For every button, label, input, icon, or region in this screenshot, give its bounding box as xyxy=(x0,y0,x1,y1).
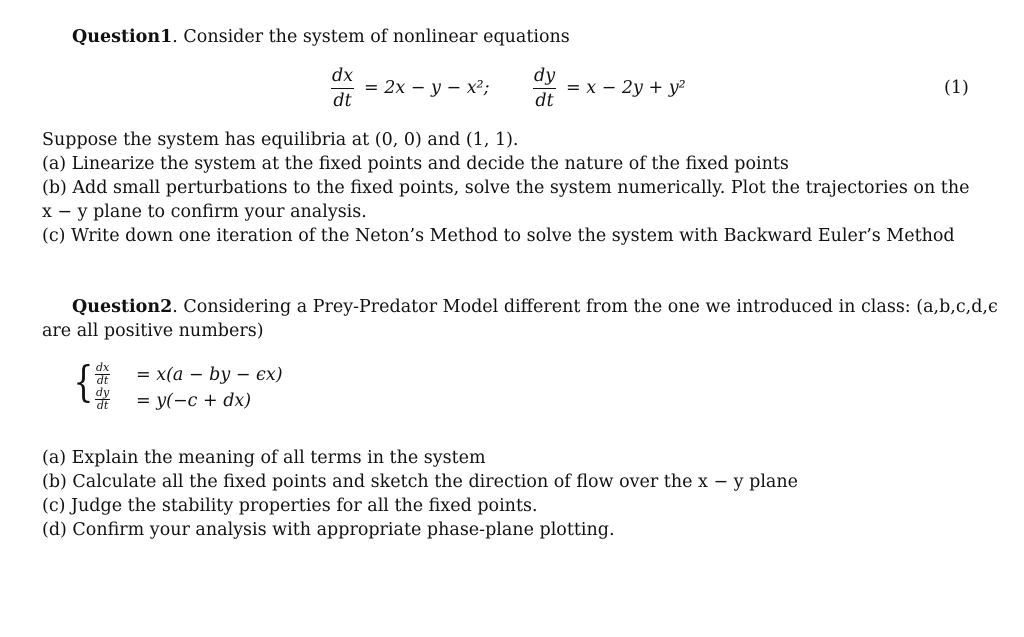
question1-heading xyxy=(72,25,570,49)
q2-part-a: (a) Explain the meaning of all terms in the system xyxy=(42,448,486,468)
q2-eq2-numerator: dy xyxy=(96,386,110,399)
question1-label: Question1 xyxy=(72,27,173,47)
q2-eq1-derivative xyxy=(95,362,110,387)
q2-eq1-denominator: dt xyxy=(96,374,109,387)
equation-number: (1) xyxy=(944,78,969,98)
q2-eq2-derivative xyxy=(95,387,110,412)
q2-eq2-denominator: dt xyxy=(96,399,109,412)
q2-eq2-rhs: = y(−c + dx) xyxy=(136,391,252,411)
q2-eq1-rhs: = x(a − by − ϵx) xyxy=(136,365,283,385)
question2-intro-line2: are all positive numbers) xyxy=(42,321,264,341)
question2-intro-line1: . Considering a Prey-Predator Model different from the one we introduced in class: (a,b,c,d,ϵ xyxy=(172,297,998,317)
q1-part-b-line2: x − y plane to confirm your analysis. xyxy=(42,202,367,222)
q2-part-b: (b) Calculate all the fixed points and sketch the direction of flow over the x − y plane xyxy=(42,472,798,492)
question1-equation-system xyxy=(0,62,1024,118)
q2-part-c: (c) Judge the stability properties for all the fixed points. xyxy=(42,496,538,516)
q1-eq1-denominator: dt xyxy=(333,91,352,111)
q1-equilibria-text: Suppose the system has equilibria at (0, 0) and (1, 1). xyxy=(42,130,519,150)
q1-part-a: (a) Linearize the system at the fixed points and decide the nature of the fixed points xyxy=(42,154,789,174)
q1-part-b-line1: (b) Add small perturbations to the fixed points, solve the system numerically. Plot the trajectories on the xyxy=(42,178,970,198)
q1-eq2-numerator: dy xyxy=(533,64,556,89)
q1-eq2-derivative xyxy=(533,64,556,113)
q1-eq1-derivative xyxy=(331,64,354,113)
q1-eq2-denominator: dt xyxy=(535,91,554,111)
q1-part-c: (c) Write down one iteration of the Neton’s Method to solve the system with Backward Euler’s Method xyxy=(42,226,955,246)
question1-intro: . Consider the system of nonlinear equations xyxy=(172,27,570,47)
q2-part-d: (d) Confirm your analysis with appropriate phase-plane plotting. xyxy=(42,520,615,540)
q2-eq1-numerator: dx xyxy=(96,361,110,374)
q1-eq1-rhs: = 2x − y − x²; xyxy=(364,78,490,98)
q1-eq2-rhs: = x − 2y + y² xyxy=(566,78,686,98)
system-brace: { xyxy=(73,357,94,406)
question2-heading xyxy=(72,295,998,319)
q1-eq1-numerator: dx xyxy=(331,64,354,89)
question2-label: Question2 xyxy=(72,297,173,317)
